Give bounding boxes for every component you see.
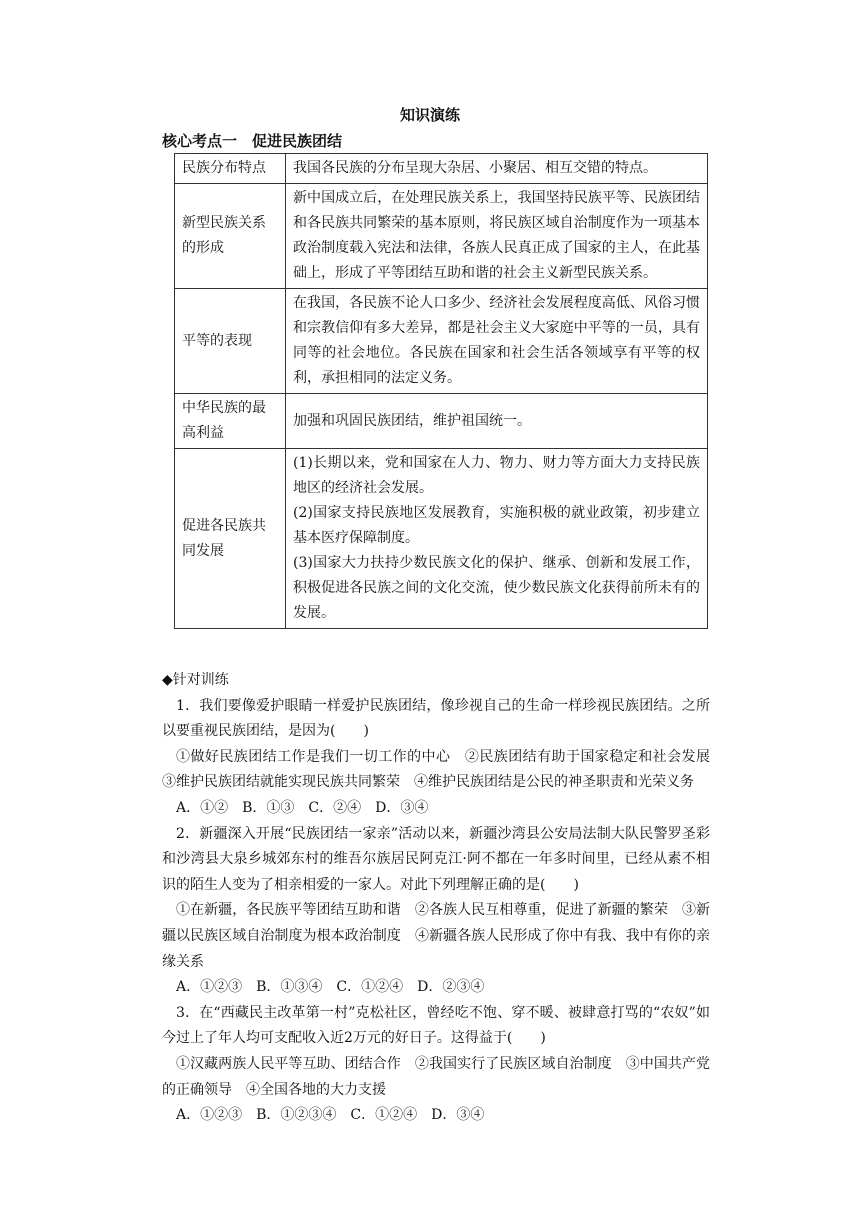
question-statements: ①在新疆，各民族平等团结互助和谐 ②各族人民互相尊重，促进了新疆的繁荣 ③新疆以民族区域自治制度为根本政治制度 ④新疆各族人民形成了你中有我、我中有你的亲缘关系 (162, 902, 710, 970)
row-key: 促进各民族共同发展 (175, 449, 286, 629)
row-key: 新型民族关系的形成 (175, 184, 286, 289)
question-options: A．①② B．①③ C．②④ D．③④ (176, 799, 429, 816)
row-value: 加强和巩固民族团结，维护祖国统一。 (286, 394, 708, 449)
question-stem: 2．新疆深入开展“民族团结一家亲”活动以来，新疆沙湾县公安局法制大队民警罗圣彩和沙湾县大泉乡城郊东村的维吾尔族居民阿克江·阿不都在一年多时间里，已经从素不相识的陌生人变为了相亲相爱的一家人。对此下列理解正确的是( ) (162, 825, 710, 893)
question-statements: ①汉藏两族人民平等互助、团结合作 ②我国实行了民族区域自治制度 ③中国共产党的正确领导 ④全国各地的大力支援 (162, 1055, 710, 1098)
question-options: A．①②③ B．①③④ C．①②④ D．②③④ (176, 979, 485, 996)
table-row (175, 449, 708, 629)
page-title: 知识演练 (399, 106, 460, 124)
question-stem: 1．我们要像爱护眼睛一样爱护民族团结，像珍视自己的生命一样珍视民族团结。之所以要重视民族团结，是因为( ) (162, 697, 710, 740)
table-row (175, 394, 708, 449)
practice-section (162, 668, 724, 1129)
row-value: 我国各民族的分布呈现大杂居、小聚居、相互交错的特点。 (286, 154, 708, 184)
row-value: 在我国，各民族不论人口多少、经济社会发展程度高低、风俗习惯和宗教信仰有多大差异，都是社会主义大家庭中平等的一员，具有同等的社会地位。各民族在国家和社会生活各领域享有平等的权利，承担相同的法定义务。 (286, 289, 708, 394)
row-key: 平等的表现 (175, 289, 286, 394)
row-value: 新中国成立后，在处理民族关系上，我国坚持民族平等、民族团结和各民族共同繁荣的基本原则，将民族区域自治制度作为一项基本政治制度载入宪法和法律，各族人民真正成了国家的主人，在此基础上，形成了平等团结互助和谐的社会主义新型民族关系。 (286, 184, 708, 289)
row-key: 中华民族的最高利益 (175, 394, 286, 449)
question-stem: 3．在“西藏民主改革第一村”克松社区，曾经吃不饱、穿不暖、被肆意打骂的“农奴”如今过上了年人均可支配收入近2万元的好日子。这得益于( ) (162, 1004, 710, 1047)
row-key: 民族分布特点 (175, 154, 286, 184)
table-row (175, 154, 708, 184)
question-options: A．①②③ B．①②③④ C．①②④ D．③④ (176, 1107, 485, 1124)
section-title: 核心考点一 促进民族团结 (162, 132, 343, 150)
question-statements: ①做好民族团结工作是我们一切工作的中心 ②民族团结有助于国家稳定和社会发展 ③维护民族团结就能实现民族共同繁荣 ④维护民族团结是公民的神圣职责和光荣义务 (162, 748, 724, 791)
row-value (286, 449, 708, 629)
table-row (175, 289, 708, 394)
row-value-item: (1)长期以来，党和国家在人力、物力、财力等方面大力支持民族地区的经济社会发展。 (293, 455, 700, 496)
knowledge-table (174, 153, 708, 629)
table-row (175, 184, 708, 289)
row-value-item: (2)国家支持民族地区发展教育，实施积极的就业政策，初步建立基本医疗保障制度。 (293, 505, 700, 546)
row-value-item: (3)国家大力扶持少数民族文化的保护、继承、创新和发展工作，积极促进各民族之间的文化交流，使少数民族文化获得前所未有的发展。 (293, 555, 700, 621)
practice-heading: ◆针对训练 (162, 672, 229, 688)
